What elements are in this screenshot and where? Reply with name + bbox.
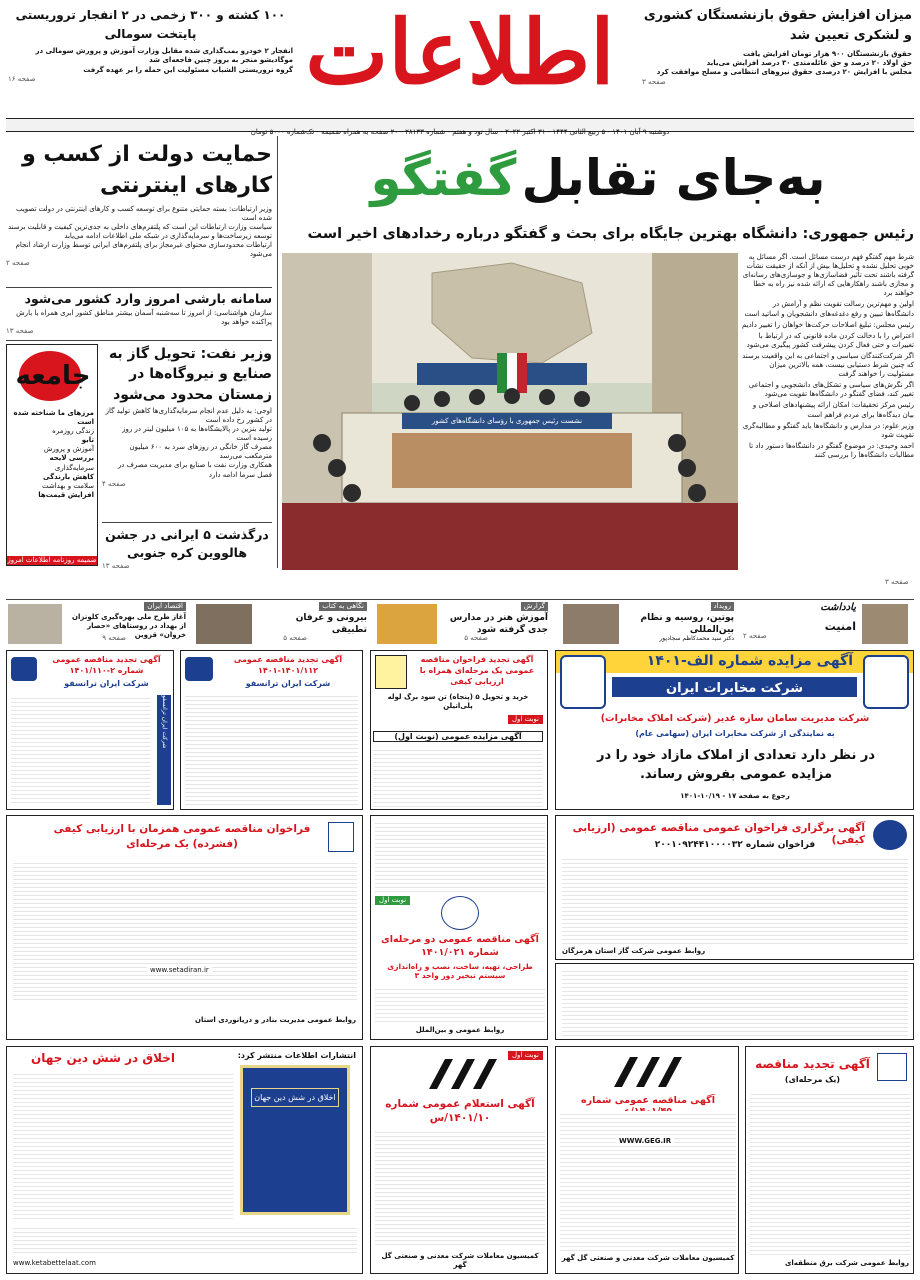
- ad-tender-a4[interactable]: [6, 650, 174, 810]
- ad-header: آگهی مزایده شماره الف-۱۴۰۱: [556, 651, 913, 673]
- ad-footer: روابط عمومی شرکت گاز استان هرمزگان: [562, 947, 706, 955]
- book-cover-title: اخلاق در شش دین جهان: [251, 1088, 339, 1107]
- story-headline: وزیر نفت: تحویل گاز به صنایع و نیروگاه‌ها در زمستان محدود می‌شود: [108, 346, 272, 403]
- ad-reference: رجوع به صفحه ۱۷ - ۱۰/۱۹-۱۴۰۱: [680, 792, 790, 800]
- teaser-sub: دکتر سید محمدکاظم سجادپور: [659, 635, 734, 642]
- ad-text-block: [560, 1111, 736, 1251]
- list-item: حق اولاد ۲۰ درصد و حق عائله‌مندی ۳۰ درصد افزایش می‌یابد: [706, 59, 912, 68]
- story-divider: [6, 287, 272, 288]
- lead-photo: [282, 253, 738, 570]
- lead-body: [742, 253, 914, 575]
- lead-subhead: رئیس جمهوری: دانشگاه بهترین جایگاه برای بحث و گفتگو درباره رخدادهای اخیر است: [307, 226, 914, 242]
- story-headline: درگذشت ۵ ایرانی در جشن هالووین کره جنوبی: [105, 527, 269, 561]
- page-ref: صفحه ۴: [102, 479, 126, 488]
- story-paragraph: توسعه زیرساخت‌ها و سرمایه‌گذاری در شبکه ملی اطلاعات ادامه می‌یابد: [64, 231, 272, 240]
- teaser-title: امنیت: [824, 620, 856, 633]
- page-ref: صفحه ۲: [743, 632, 767, 640]
- masthead-right-bullets: [642, 50, 912, 77]
- list-item: افزایش قیمت‌ها: [38, 490, 94, 499]
- story-paragraph: وزیر ارتباطات: بسته حمایتی متنوع برای توسعه کسب و کارهای اینترنتی در دولت تصویب شده است: [15, 204, 272, 222]
- story-paragraph: سیاست وزارت ارتباطات این است که پلتفرم‌های داخلی به جدی‌ترین کیفیت و قابلیت برسند: [7, 222, 272, 231]
- ad-subline: به نمایندگی از شرکت مخابرات ایران (سهامی عام): [635, 729, 835, 738]
- page-ref: صفحه ۱۳: [6, 326, 34, 335]
- list-item: تابو: [81, 436, 94, 445]
- masthead-right-block: [642, 6, 912, 86]
- masthead-right-headline: میزان افزایش حقوق بازنشستگان کشوری و لشکری تعیین شد: [643, 8, 912, 44]
- list-item: گروه تروریستی الشباب مسئولیت این حمله را بر عهده گرفت: [83, 65, 293, 74]
- company-logo-icon: [375, 655, 407, 689]
- teaser-logo: یادداشت: [820, 602, 856, 613]
- list-item: انفجار ۲ خودرو بمب‌گذاری شده مقابل وزارت آموزش و پرورش سومالی در موگادیشو منجر به بروز چنین فاجعه‌ای شد: [35, 47, 293, 65]
- list-item: زندگی روزمره: [52, 427, 94, 436]
- ad-text-block: [375, 986, 545, 1024]
- teaser-tag: رویداد: [711, 602, 734, 611]
- left-story-halloween: [102, 522, 272, 570]
- page-ref: صفحه ۱۳: [102, 562, 130, 571]
- ad-tag: نوبت اول: [508, 715, 543, 724]
- teaser-strip: [6, 602, 914, 644]
- ad-text-block: [375, 820, 545, 892]
- photo-banner: نشست رئیس جمهوری با رؤسای دانشگاه‌های کشور: [402, 413, 612, 429]
- meeting-photo-illustration: [282, 253, 738, 570]
- teaser-title: بیرونی و عرفان تطبیقی: [295, 613, 367, 635]
- company-logo-icon: [11, 657, 37, 681]
- ad-tag: نوبت اول: [508, 1051, 543, 1060]
- ad-text-block: [375, 1129, 545, 1247]
- ad-book-c4[interactable]: [6, 1046, 363, 1274]
- teaser-item[interactable]: [739, 602, 914, 644]
- ad-org: شرکت ایران ترانسفو: [64, 679, 149, 688]
- company-logo-icon: [560, 655, 606, 709]
- ad-tender-a2[interactable]: [370, 650, 548, 810]
- ad-text-block: [373, 747, 543, 807]
- ad-footer: روابط عمومی مدیریت بنادر و دریانوردی استان: [195, 1016, 356, 1024]
- list-item: سرمایه‌گذاری: [54, 463, 94, 472]
- ad-tender-c3[interactable]: [370, 1046, 548, 1274]
- left-story-internet: [6, 140, 272, 267]
- lead-headline: به‌جای تقابل گفتگو: [370, 149, 826, 207]
- teaser-tag: اقتصاد ایران: [144, 602, 186, 611]
- story-headline: سامانه بارشی امروز وارد کشور می‌شود: [24, 291, 272, 306]
- ad-title: آگهی تجدید مناقصه عمومی ۱۴۰۱/۱۱۲-۱۴۰۱: [233, 655, 343, 675]
- ad-side-label: شرکت ایران ترانسفو: [157, 695, 171, 805]
- lead-paragraph: احمد وحیدی: در موضوع گفتگو در دانشگاه‌ها دستور داد تا مطالبات دانشگاه‌ها را بررسی کنند: [748, 441, 914, 459]
- masthead-left-block: [8, 6, 293, 83]
- teaser-item[interactable]: [554, 602, 734, 644]
- ad-footer: کمیسیون معاملات شرکت معدنی و صنعتی گل گهر: [381, 1252, 539, 1270]
- list-item: بررسی لایحه: [49, 454, 94, 463]
- ad-number: فراخوان شماره ۲۰۰۱۰۹۲۴۴۱۰۰۰۰۳۲: [654, 840, 816, 850]
- ad-title: فراخوان مناقصه عمومی همزمان با ارزیابی کیفی (فشرده) یک مرحله‌ای: [53, 823, 311, 850]
- company-logo-icon: [873, 820, 907, 850]
- geg-logo-icon: [423, 1055, 499, 1093]
- ad-tender-b1[interactable]: [555, 815, 914, 960]
- list-item: سلامت و بهداشت: [41, 481, 94, 490]
- story-divider: [6, 340, 272, 341]
- story-paragraph: سازمان هواشناسی: از امروز تا سه‌شنبه آسمان بیشتر مناطق کشور ابری همراه با بارش پراکنده خواهد بود: [16, 308, 272, 326]
- masthead-left-headline: ۱۰۰ کشته و ۳۰۰ زخمی در ۲ انفجار تروریستی پایتخت سومالی: [15, 8, 286, 42]
- ad-title: آگهی برگزاری فراخوان عمومی مناقصه عمومی (ارزیابی کیفی): [572, 822, 865, 846]
- list-item: مجلس با افزایش ۲۰ درصدی حقوق نیروهای انتظامی و مسلح موافقت کرد: [656, 68, 912, 77]
- teaser-item[interactable]: [192, 602, 367, 644]
- lead-paragraph: وزیر علوم: در مدارس و دانشگاه‌ها باید گفتگو و مطالبه‌گری تقویت شود: [742, 421, 914, 439]
- story-paragraph: مصرف گاز خانگی در روزهای سرد به ۶۰۰ میلیون مترمکعب می‌رسد: [129, 443, 272, 461]
- ad-text-block: [562, 968, 908, 1036]
- ad-body: خرید و تحویل ۵ (پنجاه) تن سود برگ لوله پلی‌اتیلن: [387, 693, 529, 711]
- company-logo-icon: [863, 655, 909, 709]
- geg-logo-icon: [608, 1053, 684, 1091]
- teaser-tag: نگاهی به کتاب: [319, 602, 367, 611]
- lead-paragraph: شرط مهم گفتگو فهم درست مسائل است. اگر مسائل به خوبی تحلیل نشده و تحلیل‌ها بیش از آنکه از حقیقت نشأت گرفته باشند تحت تأثیر فضاسازی‌ها و جوسازی‌های رسانه‌ای و مجازی باشند راهکارهایی که ارائه شده نیز راه به خطا خواهند برد: [742, 253, 914, 298]
- ad-subtitle: (یک مرحله‌ای): [784, 1075, 841, 1084]
- company-logo-icon: [608, 1053, 684, 1091]
- avatar: [563, 604, 619, 644]
- page-ref: صفحه ۳: [642, 77, 666, 86]
- lead-paragraph: رئیس مجلس: تبلیغ اصلاحات حرکت‌ها خواهان را تغییر دادیم: [742, 320, 914, 329]
- jameh-logo: جامعه: [7, 345, 97, 407]
- ad-label: انتشارات اطلاعات منتشر کرد:: [237, 1051, 356, 1060]
- newspaper-logo: اطلاعات: [305, 0, 615, 104]
- ad-tender-a3[interactable]: [180, 650, 363, 810]
- ad-body: در نظر دارد تعدادی از املاک مازاد خود را در مزایده عمومی بفروش رساند.: [596, 748, 876, 782]
- jameh-supplement-box: [6, 344, 98, 566]
- ad-subtitle: آگهی مزایده عمومی (نوبت اول): [373, 731, 543, 742]
- list-item: مرزهای ما شناخته شده است: [13, 409, 94, 427]
- jameh-items: [7, 407, 97, 502]
- ad-footer: کمیسیون معاملات شرکت معدنی و صنعتی گل گهر: [561, 1254, 735, 1262]
- story-paragraph: تولید بنزین در پالایشگاه‌ها به ۱۰۵ میلیون لیتر در روز رسیده است: [122, 425, 272, 443]
- lead-paragraph: اگر شرکت‌کنندگان سیاسی و اجتماعی به این واقعیت برسند که چنین شرط دستیابی نیست، همه بالاترین میزان مسئولیت را خواهند گرفت: [742, 351, 914, 379]
- company-logo-icon: [328, 822, 354, 852]
- masthead: [0, 0, 920, 118]
- lead-paragraph: اولین و مهم‌ترین رسالت تقویت نظم و آرامش در دانشگاه‌ها تبیین و رفع دغدغه‌های دانشجویان و اساتید است: [744, 300, 914, 318]
- teaser-photo: [377, 604, 437, 644]
- ad-title: اخلاق در شش دین جهان: [31, 1051, 175, 1065]
- story-paragraph: اوجی: به دلیل عدم انجام سرمایه‌گذاری‌ها کاهش تولید گاز در کشور رخ داده است: [105, 406, 272, 424]
- teaser-title: آموزش هنر در مدارس جدی گرفته شود: [449, 613, 548, 635]
- ad-org-banner: شرکت مخابرات ایران: [612, 677, 857, 697]
- left-story-gas: [102, 344, 272, 488]
- lead-paragraph: رئیس مرکز تحقیقات: امکان ارائه پیشنهادهای اصلاحی و بیان دیدگاه‌ها برای مردم فراهم است: [752, 401, 914, 419]
- ad-text-block: [13, 860, 357, 1000]
- page-ref: صفحه ۵: [464, 634, 488, 642]
- ad-title: آگهی تجدید فراخوان مناقصه عمومی یک مرحله‌ای همراه با ارزیابی کیفی: [419, 655, 535, 686]
- ad-tender-b3[interactable]: [6, 815, 363, 1040]
- list-item: آموزش و پرورش: [43, 445, 94, 454]
- teaser-item[interactable]: [6, 602, 186, 644]
- company-logo-icon: [423, 1055, 499, 1093]
- ad-title: آگهی استعلام عمومی شماره ۱۴۰۱/۱۰/س: [385, 1098, 535, 1125]
- ad-subtitle: طراحی، تهیه، ساخت، نصب و راه‌اندازی سیستم تبخیر دور واحد ۳: [387, 962, 533, 980]
- ad-title: آگهی مناقصه عمومی شماره: [581, 1095, 715, 1106]
- teaser-photo: [196, 604, 252, 644]
- ad-text-block: [750, 1091, 911, 1257]
- ad-text-block: [562, 856, 908, 944]
- ad-website: WWW.GEG.IR: [616, 1137, 674, 1146]
- page-ref: صفحه ۳: [885, 578, 909, 586]
- ad-text-block: [185, 693, 358, 805]
- teaser-tag: گزارش: [521, 602, 548, 611]
- ad-title: آگهی تجدید مناقصه: [755, 1057, 870, 1071]
- column-divider: [277, 136, 278, 568]
- teaser-photo: [8, 604, 62, 644]
- story-paragraph: ارتباطات محدودسازی محتوای غیرمجاز برای پلتفرم‌های ایرانی توسط وزارت ارشاد انجام می‌شود: [15, 240, 272, 259]
- masthead-left-bullets: [8, 47, 293, 74]
- ad-website: www.ketabettelaat.com: [13, 1259, 96, 1267]
- left-story-weather: [6, 290, 272, 335]
- ad-text-block: [11, 695, 151, 805]
- ad-tender-c1[interactable]: [745, 1046, 914, 1274]
- list-item: حقوق بازنشستگان ۹۰۰ هزار تومان افزایش یافت: [743, 50, 912, 59]
- dateline-bar: دوشنبه ۹ آبان ۱۴۰۱ - ۵ ربیع الثانی ۱۴۴۴ - ۳۱ اکتبر ۲۰۲۲ - سال نود و هفتم - شماره ۲۸۱۳۳ - ۲۰ صفحه به همراه ضمیمه - تک‌شماره ۵۰۰۰ تومان: [6, 118, 914, 132]
- page-ref: صفحه ۱۶: [8, 74, 36, 83]
- page-ref: صفحه ۲: [6, 259, 30, 268]
- ad-subline: شرکت مدیریت سامان سازه غدیر (شرکت املاک مخابرات): [600, 713, 870, 724]
- lead-paragraph: اگر نگرش‌های سیاسی و تشکل‌های دانشجویی و اجتماعی تغییر کند، فضای گفتگو در دانشگاه‌ها تقویت می‌شود: [748, 381, 914, 399]
- book-cover: [240, 1065, 350, 1215]
- avatar: [862, 604, 908, 644]
- ad-website: www.setadiran.ir: [147, 966, 212, 975]
- teaser-title: آغاز طرح ملی بهره‌گیری کلونزان از بهداد در روستاهای «حصار خروان» قزوین: [72, 613, 186, 640]
- story-paragraph: همکاری وزارت نفت با صنایع برای مدیریت مصرف در فصل سرما ادامه دارد: [117, 461, 272, 479]
- ad-tender-b2[interactable]: [370, 815, 548, 1040]
- teaser-item[interactable]: [373, 602, 548, 644]
- ad-text-block: [13, 1071, 233, 1221]
- list-item: کاهش بارندگی: [43, 472, 94, 481]
- teaser-title: پوتین، روسیه و نظام بین‌المللی: [640, 613, 734, 635]
- company-logo-icon: [877, 1053, 907, 1081]
- ad-footer: روابط عمومی شرکت برق منطقه‌ای: [784, 1259, 909, 1267]
- jameh-footer: ضمیمه روزنامه اطلاعات امروز: [7, 555, 97, 564]
- company-logo-icon: [441, 896, 479, 930]
- teaser-top-rule: [6, 599, 914, 600]
- ad-text-block: [13, 1225, 357, 1255]
- page-ref: صفحه ۹: [102, 634, 126, 642]
- ad-tender-c2[interactable]: [555, 1046, 739, 1274]
- page-ref: صفحه ۵: [283, 634, 307, 642]
- story-headline: حمایت دولت از کسب و کارهای اینترنتی: [22, 142, 272, 198]
- ad-title: آگهی تجدید مناقصه عمومی شماره ۲-۱۴۰۱/۱۱۰: [52, 655, 161, 675]
- ad-mokhaberat[interactable]: [555, 650, 914, 810]
- ad-tender-b1-continued: [555, 963, 914, 1040]
- ad-footer: روابط عمومی و بین‌الملل: [415, 1026, 505, 1034]
- ad-org: شرکت ایران ترانسفو: [245, 679, 331, 688]
- company-logo-icon: [185, 657, 213, 681]
- ad-tag: نوبت اول: [375, 896, 410, 905]
- lead-paragraph: اعتراض را با دخالت کردن ماده قانونی که در ارتباط با تغییرات و حتی فعال کردن پیشرفت کشور پیگیری می‌شود: [746, 331, 914, 349]
- ad-title: آگهی مناقصه عمومی دو مرحله‌ای شماره ۱۴۰۱/۰۲۱: [381, 934, 539, 958]
